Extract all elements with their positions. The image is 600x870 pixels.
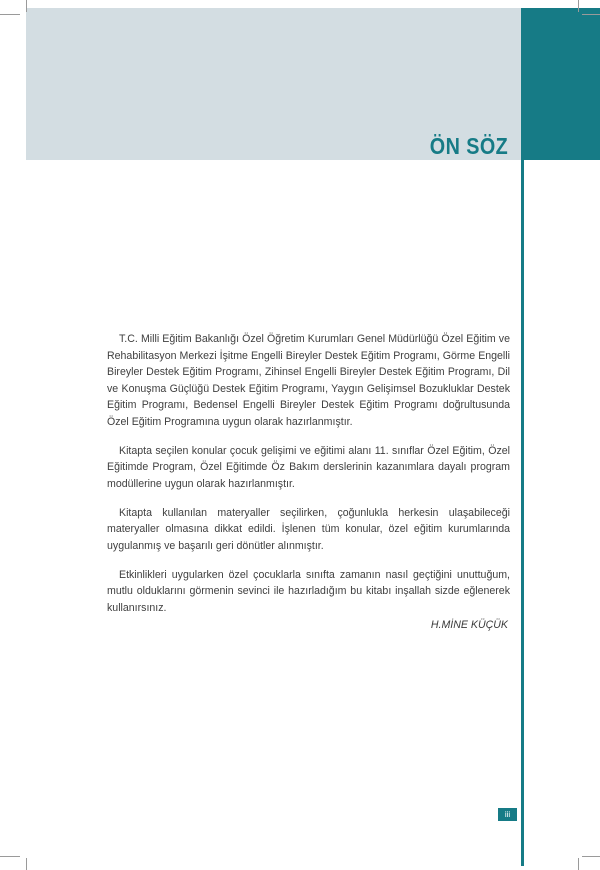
page-title: ÖN SÖZ (429, 133, 508, 159)
crop-mark (0, 14, 20, 15)
crop-mark (0, 856, 20, 857)
paragraph: Kitapta kullanılan materyaller seçilirken, çoğunlukla herkesin ulaşabileceği materyaller olmasına dikkat edildi. İşlenen tüm konular, özel eğitim kurumlarında uygulanmış ve başarılı geri dönütler alınmıştır. (107, 506, 510, 552)
author-signature: H.MİNE KÜÇÜK (430, 619, 508, 631)
crop-mark (578, 0, 579, 12)
crop-mark (26, 858, 27, 870)
crop-mark (26, 0, 27, 12)
paragraph: T.C. Milli Eğitim Bakanlığı Özel Öğretim Kurumları Genel Müdürlüğü Özel Eğitim ve Rehabilitasyon Merkezi İşitme Engelli Bireyler Destek Eğitim Programı, Görme Engelli Bireyler Destek Eğitim Programı, Zihinsel Engelli Bireyler Destek Eğitim Programı, Dil ve Konuşma Güçlüğü Destek Eğitim Programı, Yaygın Gelişimsel Bozukluklar Destek Eğitim Programı, Bedensel Engelli Bireyler Destek Eğitim Programı doğrultusunda Özel Eğitim Programına uygun olarak hazırlanmıştır. (107, 333, 510, 428)
accent-vertical-line (521, 8, 524, 866)
accent-block (522, 8, 600, 160)
page-number: iii (498, 808, 517, 821)
paragraph: Etkinlikleri uygularken özel çocuklarla sınıfta zamanın nasıl geçtiğini unuttuğum, mutlu olduklarını görmenin sevinci ile hazırladığım bu kitabı inşallah sizde eğlenerek kullanırsınız. (107, 568, 510, 614)
crop-mark (578, 858, 579, 870)
crop-mark (582, 856, 600, 857)
paragraph: Kitapta seçilen konular çocuk gelişimi ve eğitimi alanı 11. sınıflar Özel Eğitim, Özel Eğitimde Program, Özel Eğitimde Öz Bakım derslerinin kazanımlara dayalı program modüllerine uygun olarak hazırlanmıştır. (107, 444, 510, 490)
crop-mark (582, 14, 600, 15)
preface-body (107, 331, 510, 629)
